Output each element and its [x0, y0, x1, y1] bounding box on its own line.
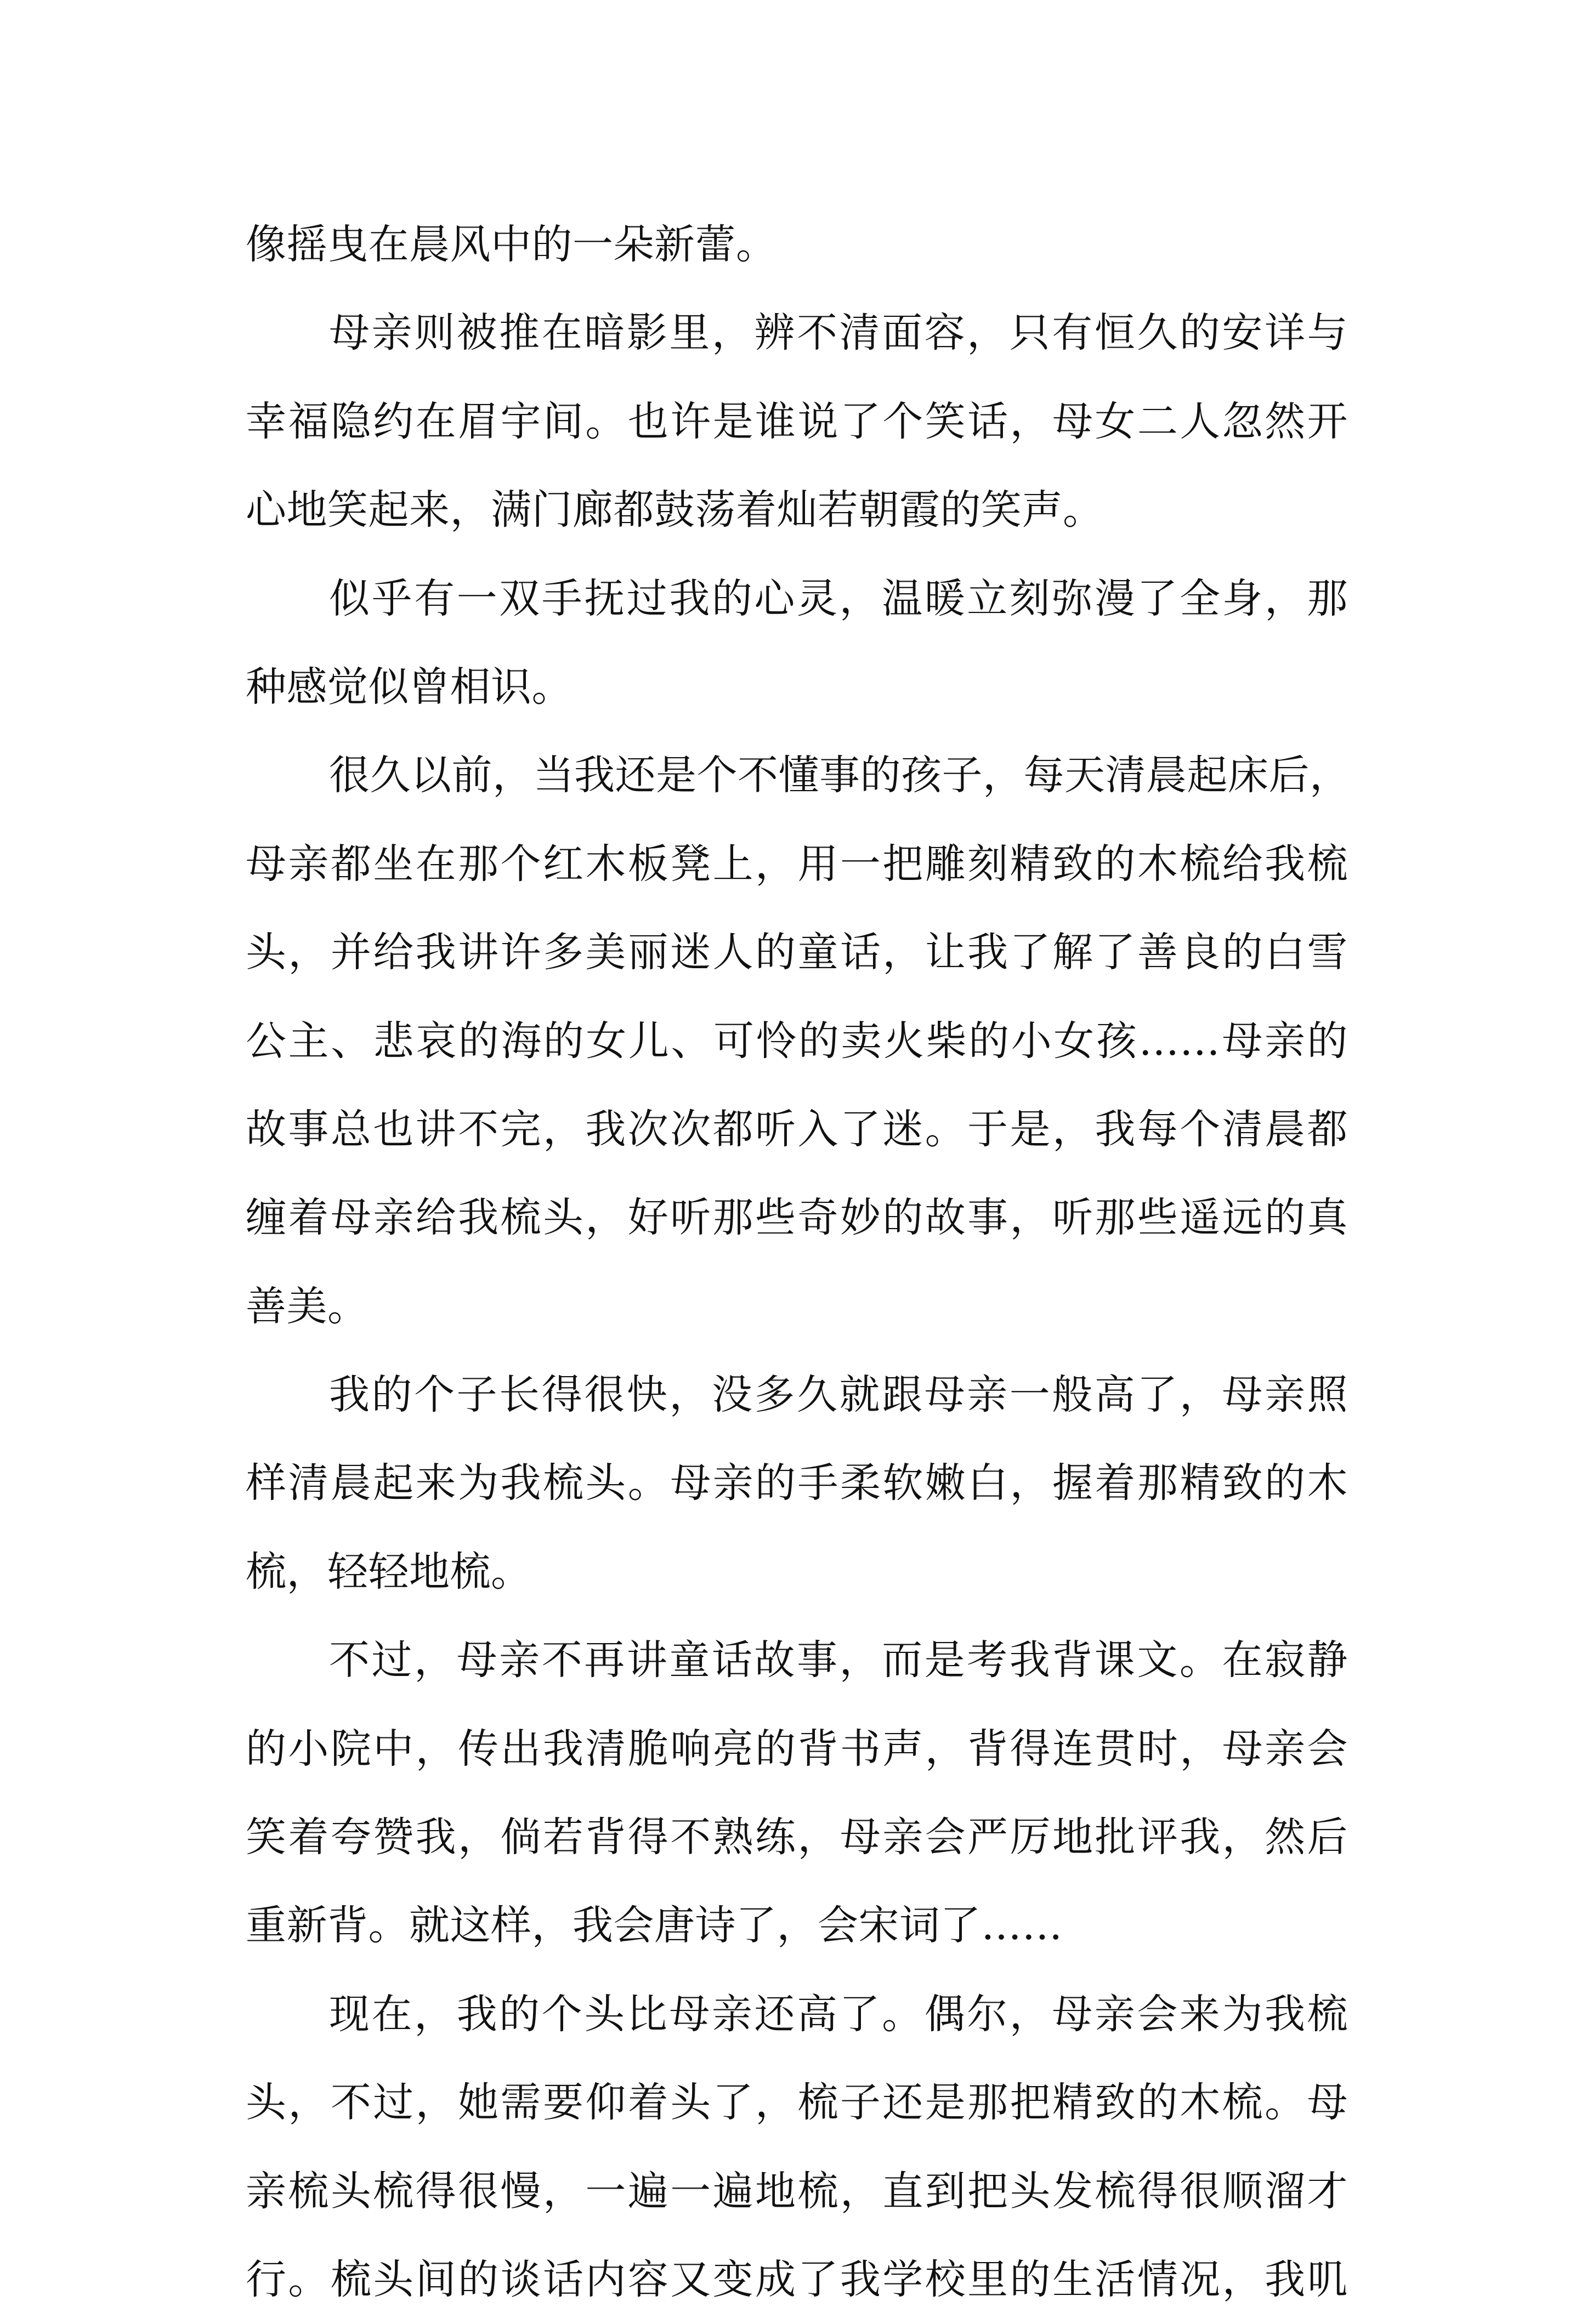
text-line: 头，不过，她需要仰着头了，梳子还是那把精致的木梳。母	[246, 2079, 1348, 2127]
text-line: 重新背。就这样，我会唐诗了，会宋词了……	[246, 1902, 1063, 1950]
text-line: 缠着母亲给我梳头，好听那些奇妙的故事，听那些遥远的真	[246, 1194, 1348, 1242]
text-line: 母亲则被推在暗影里，辨不清面容，只有恒久的安详与	[329, 309, 1348, 357]
text-line: 梳，轻轻地梳。	[246, 1548, 532, 1595]
essay-body-text	[246, 201, 1351, 2324]
text-line: 种感觉似曾相识。	[246, 663, 573, 711]
text-line: 公主、悲哀的海的女儿、可怜的卖火柴的小女孩……母亲的	[246, 1017, 1348, 1065]
text-line: 笑着夸赞我，倘若背得不熟练，母亲会严厉地批评我，然后	[246, 1814, 1348, 1861]
text-line: 像摇曳在晨风中的一朵新蕾。	[246, 221, 777, 268]
text-line: 我的个子长得很快，没多久就跟母亲一般高了，母亲照	[329, 1371, 1348, 1419]
text-line: 幸福隐约在眉宇间。也许是谁说了个笑话，母女二人忽然开	[246, 397, 1348, 445]
text-line: 亲梳头梳得很慢，一遍一遍地梳，直到把头发梳得很顺溜才	[246, 2167, 1348, 2215]
text-line: 故事总也讲不完，我次次都听入了迷。于是，我每个清晨都	[246, 1105, 1348, 1153]
text-line: 似乎有一双手抚过我的心灵，温暖立刻弥漫了全身，那	[329, 575, 1348, 622]
text-line: 行。梳头间的谈话内容又变成了我学校里的生活情况，我叽	[246, 2255, 1348, 2303]
text-line: 心地笑起来，满门廊都鼓荡着灿若朝霞的笑声。	[246, 486, 1104, 534]
text-line: 现在，我的个头比母亲还高了。偶尔，母亲会来为我梳	[329, 1990, 1348, 2038]
text-line: 头，并给我讲许多美丽迷人的童话，让我了解了善良的白雪	[246, 929, 1348, 976]
text-line: 样清晨起来为我梳头。母亲的手柔软嫩白，握着那精致的木	[246, 1459, 1348, 1507]
text-line: 善美。	[246, 1282, 369, 1330]
text-line: 不过，母亲不再讲童话故事，而是考我背课文。在寂静	[329, 1637, 1348, 1684]
text-line: 母亲都坐在那个红木板凳上，用一把雕刻精致的木梳给我梳	[246, 840, 1348, 888]
text-line: 的小院中，传出我清脆响亮的背书声，背得连贯时，母亲会	[246, 1725, 1348, 1772]
text-line: 很久以前，当我还是个不懂事的孩子，每天清晨起床后，	[329, 752, 1351, 799]
